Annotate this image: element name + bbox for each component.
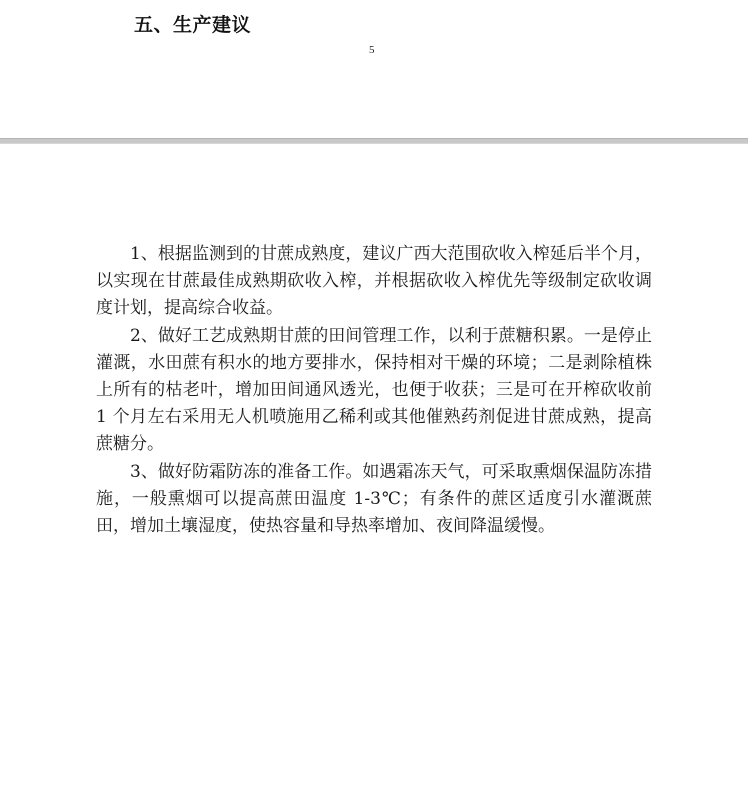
page-separator <box>0 138 748 144</box>
paragraph-2: 2、做好工艺成熟期甘蔗的田间管理工作，以利于蔗糖积累。一是停止灌溉，水田蔗有积水的地方要排水，保持相对干燥的环境；二是剥除植株上所有的枯老叶，增加田间通风透光，也便于收获；三是可在开榨砍收前 1 个月左右采用无人机喷施用乙稀利或其他催熟药剂促进甘蔗成熟，提高蔗糖分。 <box>96 325 652 455</box>
paragraph-3: 3、做好防霜防冻的准备工作。如遇霜冻天气，可采取熏烟保温防冻措施，一般熏烟可以提高蔗田温度 1-3℃；有条件的蔗区适度引水灌溉蔗田，增加土壤湿度，使热容量和导热率增加、夜间降温缓慢。 <box>96 461 652 537</box>
section-heading: 五、生产建议 <box>134 14 252 36</box>
page-number: 5 <box>369 44 375 56</box>
page-top <box>0 0 748 138</box>
paragraph-1: 1、根据监测到的甘蔗成熟度，建议广西大范围砍收入榨延后半个月，以实现在甘蔗最佳成熟期砍收入榨，并根据砍收入榨优先等级制定砍收调度计划，提高综合收益。 <box>96 244 652 319</box>
document-body <box>96 241 652 540</box>
